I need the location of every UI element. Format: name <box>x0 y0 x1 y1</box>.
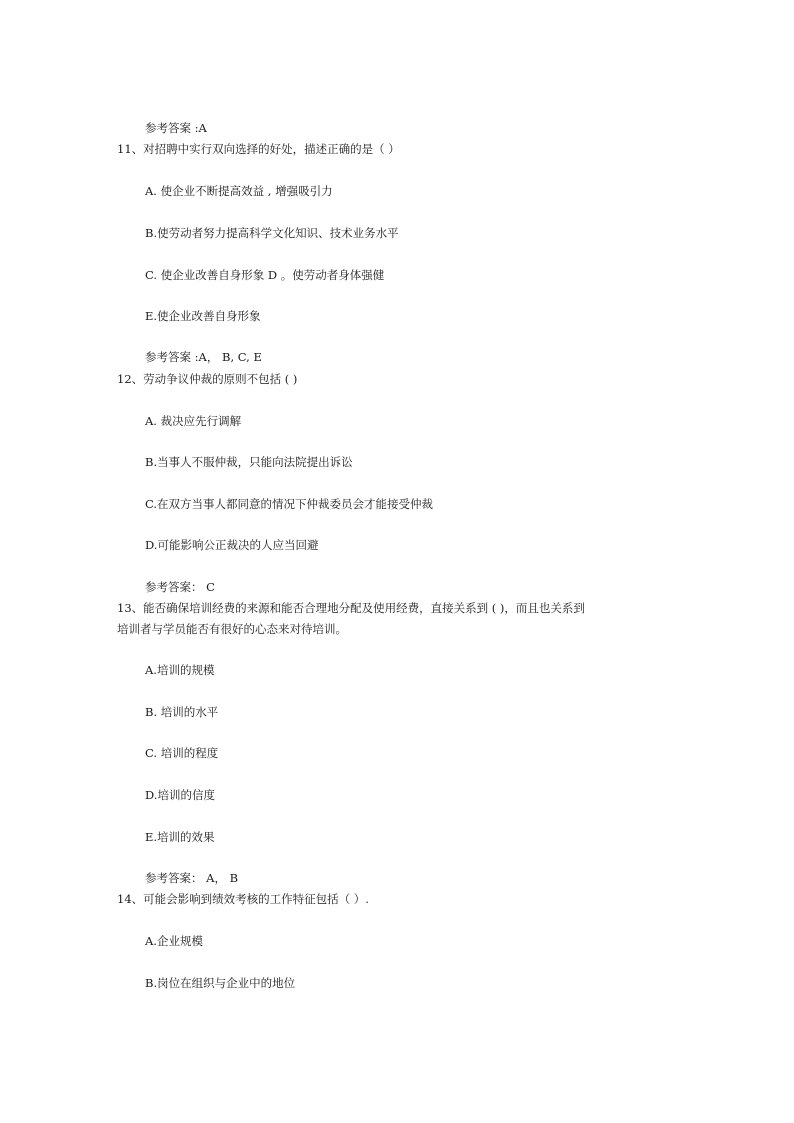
option-14-a: A.企业规模 <box>145 934 203 948</box>
option-12-a: A. 裁决应先行调解 <box>145 414 242 428</box>
question-13-line-2: 培训者与学员能否有很好的心态来对待培训。 <box>117 622 347 636</box>
question-14: 14、可能会影响到绩效考核的工作特征包括（ ）. <box>117 892 369 906</box>
option-13-b: B. 培训的水平 <box>145 705 219 719</box>
answer-q11: 参考答案 :A， B, C, E <box>145 350 262 364</box>
answer-q10: 参考答案 :A <box>145 121 207 135</box>
option-12-d: D.可能影响公正裁决的人应当回避 <box>145 538 319 552</box>
answer-q12: 参考答案： C <box>145 580 215 594</box>
option-11-a: A. 使企业不断提高效益 , 增强吸引力 <box>145 184 333 198</box>
answer-q13: 参考答案： A， B <box>145 871 239 885</box>
question-11: 11、对招聘中实行双向选择的好处，描述正确的是（ ） <box>117 142 400 156</box>
option-11-c-d: C. 使企业改善自身形象 D 。使劳动者身体强健 <box>145 268 385 282</box>
option-11-e: E.使企业改善自身形象 <box>145 309 261 323</box>
question-13-line-1: 13、能否确保培训经费的来源和能否合理地分配及使用经费，直接关系到 ( )，而且也关系到 <box>117 601 585 615</box>
option-11-b: B.使劳动者努力提高科学文化知识、技术业务水平 <box>145 226 399 240</box>
option-12-b: B.当事人不服仲裁，只能向法院提出诉讼 <box>145 455 353 469</box>
option-13-c: C. 培训的程度 <box>145 746 219 760</box>
option-13-d: D.培训的信度 <box>145 788 215 802</box>
option-12-c: C.在双方当事人都同意的情况下仲裁委员会才能接受仲裁 <box>145 497 434 511</box>
option-13-e: E.培训的效果 <box>145 830 215 844</box>
option-13-a: A.培训的规模 <box>145 663 215 677</box>
question-12: 12、劳动争议仲裁的原则不包括 ( ) <box>117 372 298 386</box>
option-14-b: B.岗位在组织与企业中的地位 <box>145 976 296 990</box>
